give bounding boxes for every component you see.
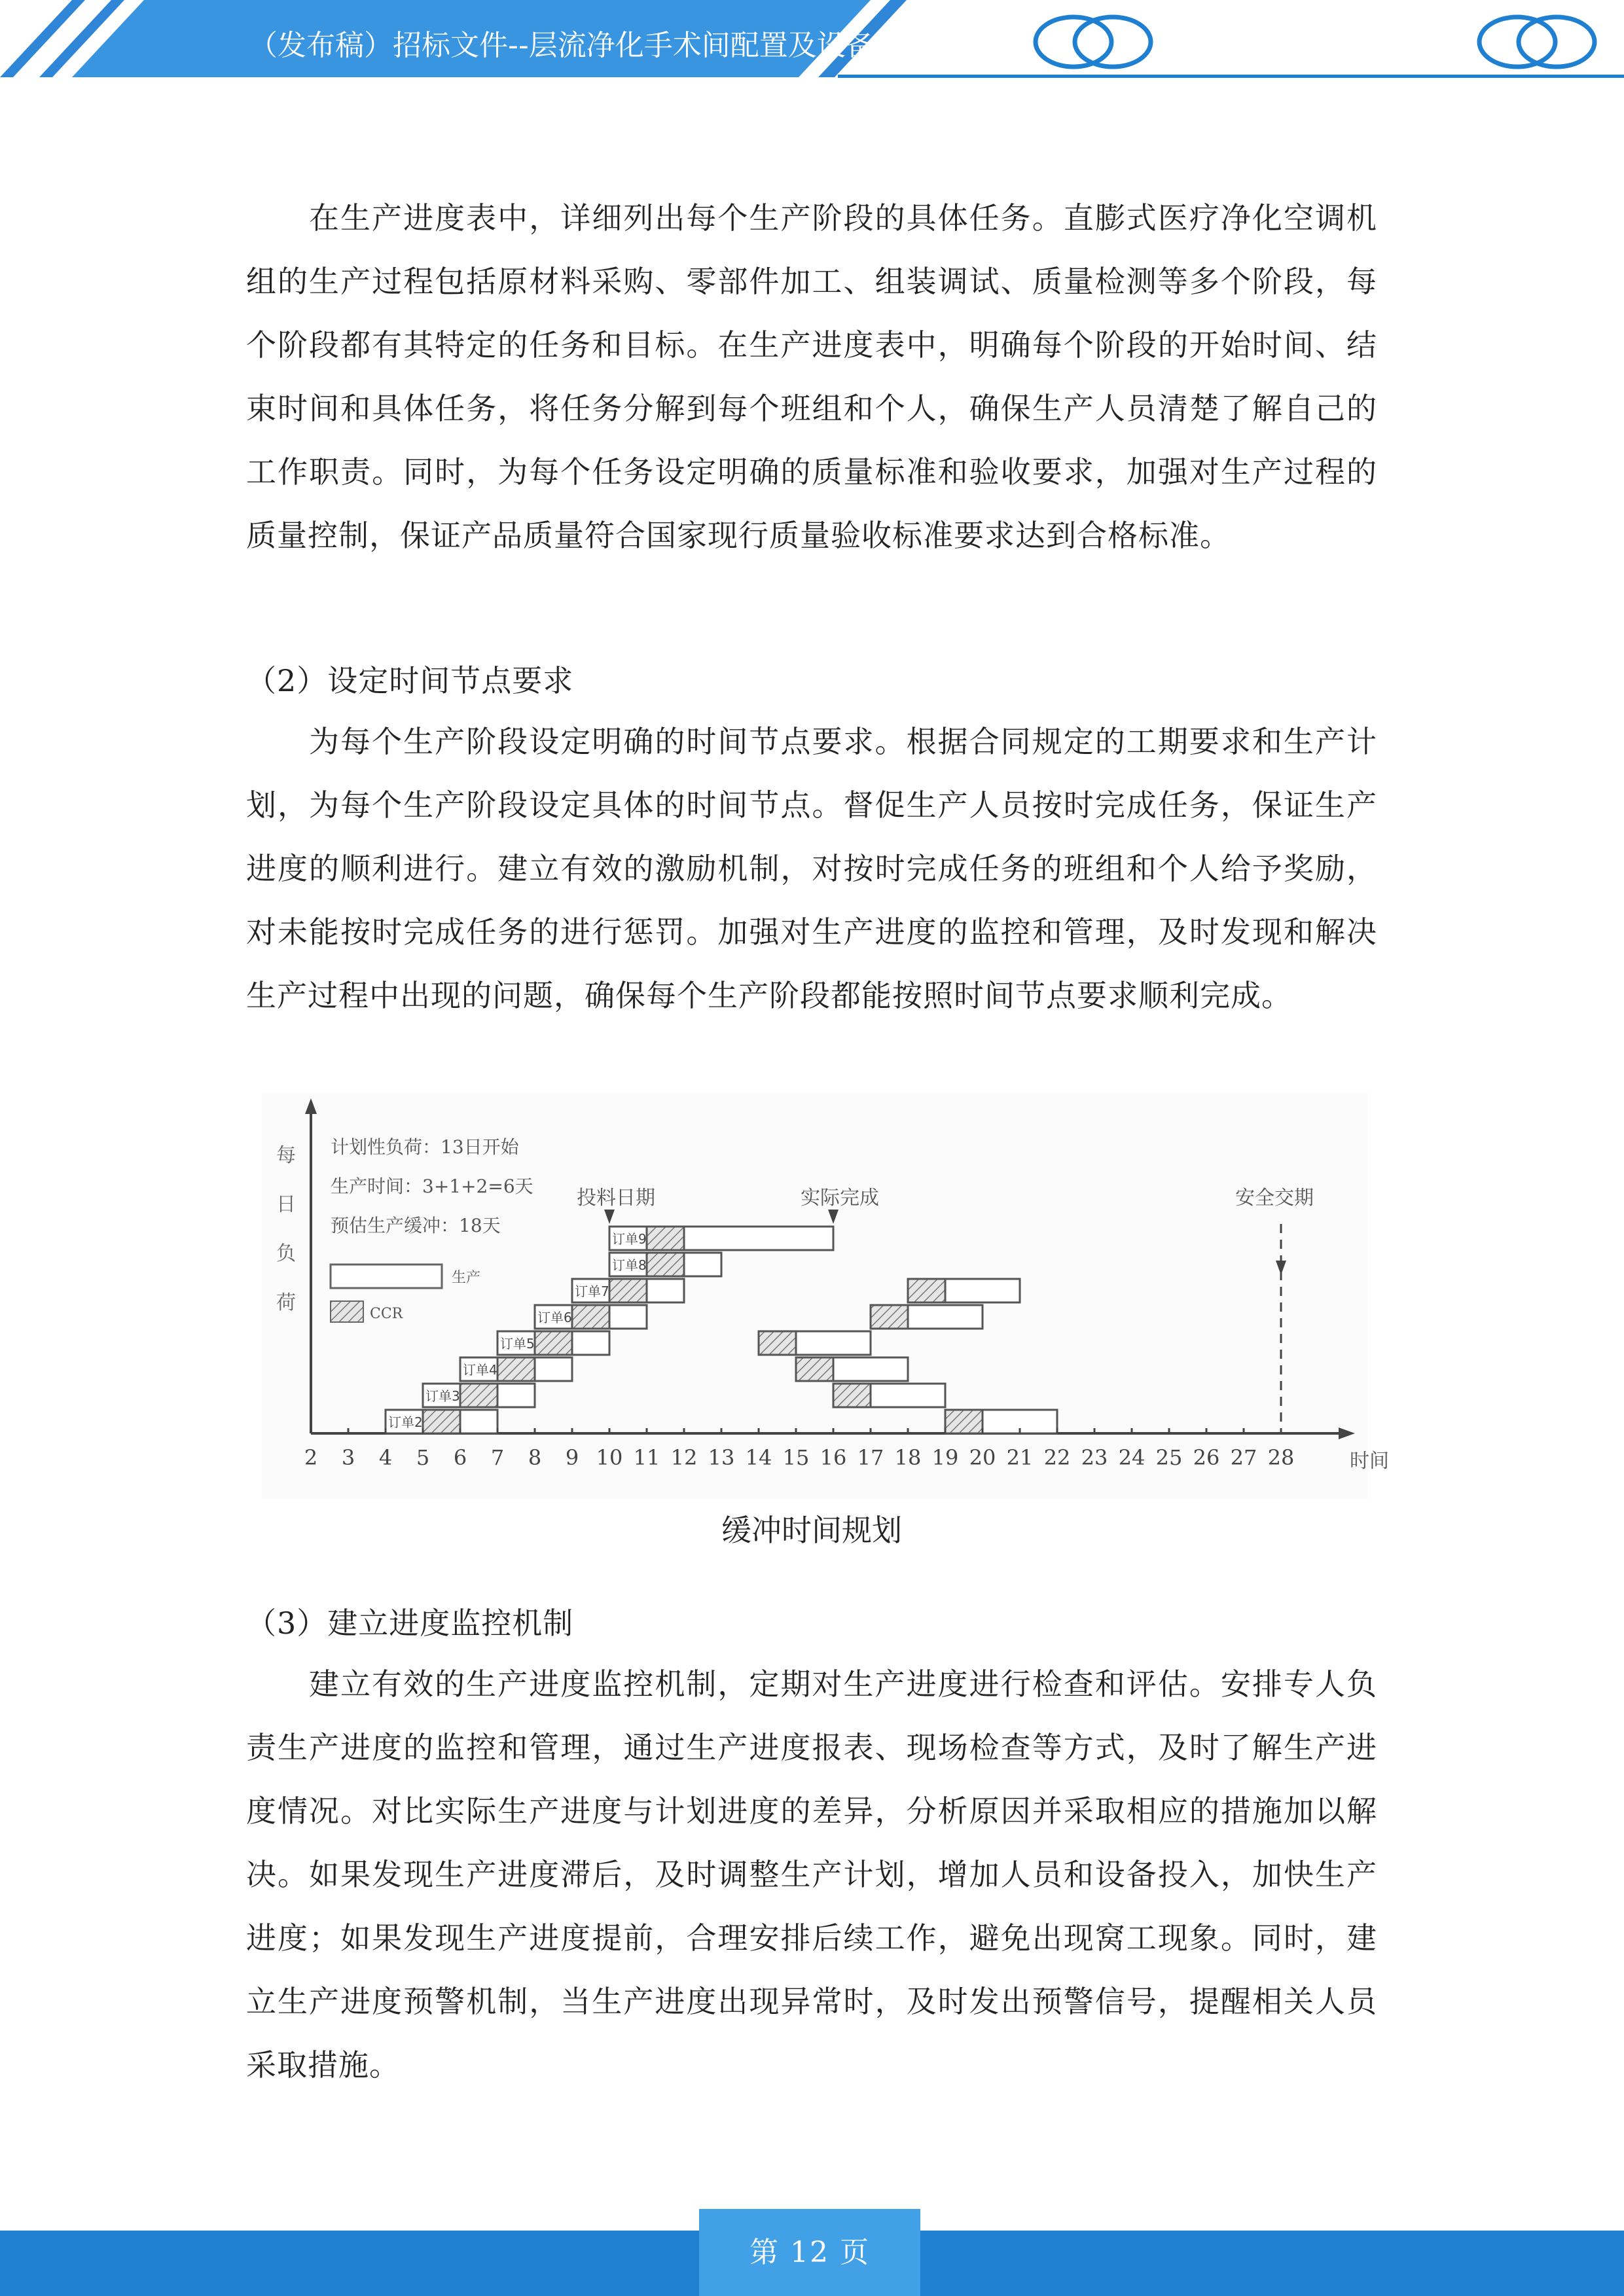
gantt-bar-label: 订单8 <box>612 1257 647 1273</box>
x-tick-label: 26 <box>1193 1445 1220 1470</box>
y-axis-arrow <box>305 1098 317 1114</box>
x-tick-label: 8 <box>528 1445 542 1470</box>
chart-info-line: 预估生产缓冲：18天 <box>331 1215 501 1236</box>
x-tick-label: 9 <box>565 1445 579 1470</box>
chart-legend <box>331 1265 480 1322</box>
section-time-nodes <box>246 651 1377 1028</box>
x-tick-label: 7 <box>490 1445 505 1470</box>
x-tick-label: 5 <box>416 1445 430 1470</box>
header-rule <box>838 75 1624 78</box>
x-tick-label: 15 <box>782 1445 810 1470</box>
heading-progress-monitoring: （3）建立进度监控机制 <box>246 1605 574 1641</box>
x-tick-label: 6 <box>453 1445 467 1470</box>
gantt-bar-ccr <box>833 1384 871 1407</box>
gantt-bar-ccr <box>460 1384 497 1407</box>
header-stripe-1 <box>0 0 85 77</box>
y-axis-label <box>276 1144 296 1314</box>
x-axis-label: 时间 <box>1350 1450 1389 1473</box>
y-axis-label-char: 荷 <box>276 1291 296 1314</box>
x-tick-label: 13 <box>708 1445 735 1470</box>
gantt-bar-ccr <box>535 1331 572 1355</box>
x-tick-label: 4 <box>378 1445 393 1470</box>
chart-info-line: 计划性负荷：13日开始 <box>331 1136 519 1158</box>
x-tick-label: 3 <box>341 1445 355 1470</box>
gantt-bar-label: 订单6 <box>537 1310 572 1325</box>
gantt-bar-label: 订单3 <box>425 1388 460 1404</box>
chart-bars <box>386 1227 1057 1433</box>
x-tick-label: 20 <box>969 1445 996 1470</box>
section-schedule-detail <box>246 187 1377 567</box>
gantt-bar-ccr <box>647 1227 684 1250</box>
logo-rings-left <box>1036 17 1151 67</box>
annotation-label: 安全交期 <box>1235 1187 1314 1210</box>
x-tick-label: 17 <box>857 1445 884 1470</box>
x-tick-label: 11 <box>633 1445 660 1470</box>
gantt-bar-label: 订单7 <box>575 1283 609 1299</box>
gantt-bar-ccr <box>609 1279 647 1302</box>
gantt-bar-ccr <box>871 1305 908 1329</box>
x-tick-label: 21 <box>1006 1445 1034 1470</box>
gantt-bar-ccr <box>796 1357 833 1381</box>
gantt-bar-ccr <box>572 1305 609 1329</box>
gantt-bar-ccr <box>497 1357 535 1381</box>
annotation-arrow <box>1276 1261 1286 1275</box>
x-axis-arrow <box>1339 1427 1355 1439</box>
x-tick-label: 19 <box>931 1445 959 1470</box>
x-tick-label: 12 <box>670 1445 698 1470</box>
gantt-bar-ccr <box>423 1410 460 1433</box>
x-tick-label: 14 <box>745 1445 772 1470</box>
page-number: 第 12 页 <box>699 2209 920 2296</box>
x-tick-label: 22 <box>1043 1445 1071 1470</box>
document-title: （发布稿）招标文件--层流净化手术间配置及设备采购项目 <box>249 29 990 62</box>
x-tick-label: 28 <box>1267 1445 1295 1470</box>
gantt-bar-label: 订单5 <box>500 1336 535 1352</box>
page-header <box>0 0 1624 85</box>
gantt-bar-ccr <box>647 1253 684 1276</box>
annotation-arrow <box>828 1210 839 1224</box>
x-tick-label: 27 <box>1230 1445 1257 1470</box>
gantt-bar-ccr <box>759 1331 796 1355</box>
legend-swatch-ccr <box>331 1301 363 1322</box>
gantt-bar-ccr <box>908 1279 945 1302</box>
buffer-time-chart <box>262 1093 1389 1499</box>
section-progress-monitoring <box>246 1594 1377 2097</box>
legend-swatch-production <box>331 1265 442 1288</box>
chart-caption: 缓冲时间规划 <box>721 1513 902 1548</box>
gantt-bar-label: 订单4 <box>463 1362 497 1378</box>
legend-label-ccr: CCR <box>370 1306 403 1322</box>
x-tick-label: 16 <box>820 1445 847 1470</box>
y-axis-label-char: 每 <box>276 1144 296 1167</box>
gantt-bar-ccr <box>945 1410 983 1433</box>
legend-label-production: 生产 <box>452 1270 481 1286</box>
annotation-label: 投料日期 <box>577 1187 655 1210</box>
logo-rings-right <box>1479 17 1595 67</box>
annotation-label: 实际完成 <box>801 1187 879 1210</box>
paragraph-progress-monitoring: 建立有效的生产进度监控机制，定期对生产进度进行检查和评估。安排专人负责生产进度的监控和管理，通过生产进度报表、现场检查等方式，及时了解生产进度情况。对比实际生产进度与计划进度的差异，分析原因并采取相应的措施加以解决。如果发现生产进度滞后，及时调整生产计划，增加人员和设备投入，加快生产进度；如果发现生产进度提前，合理安排后续工作，避免出现窝工现象。同时，建立生产进度预警机制，当生产进度出现异常时，及时发出预警信号，提醒相关人员采取措施。 <box>246 1666 1377 2083</box>
paragraph-schedule-tasks: 在生产进度表中，详细列出每个生产阶段的具体任务。直膨式医疗净化空调机组的生产过程包括原材料采购、零部件加工、组装调试、质量检测等多个阶段，每个阶段都有其特定的任务和目标。在生产进度表中，明确每个阶段的开始时间、结束时间和具体任务，将任务分解到每个班组和个人，确保生产人员清楚了解自己的工作职责。同时，为每个任务设定明确的质量标准和验收要求，加强对生产过程的质量控制，保证产品质量符合国家现行质量验收标准要求达到合格标准。 <box>246 200 1377 553</box>
chart-info-lines <box>331 1136 533 1236</box>
x-tick-label: 25 <box>1155 1445 1183 1470</box>
x-tick-label: 23 <box>1081 1445 1108 1470</box>
x-tick-label: 24 <box>1118 1445 1146 1470</box>
paragraph-time-nodes: 为每个生产阶段设定明确的时间节点要求。根据合同规定的工期要求和生产计划，为每个生产阶段设定具体的时间节点。督促生产人员按时完成任务，保证生产进度的顺利进行。建立有效的激励机制，对按时完成任务的班组和个人给予奖励，对未能按时完成任务的进行惩罚。加强对生产进度的监控和管理，及时发现和解决生产过程中出现的问题，确保每个生产阶段都能按照时间节点要求顺利完成。 <box>246 724 1377 1013</box>
heading-time-nodes: （2）设定时间节点要求 <box>246 663 574 698</box>
x-tick-label: 18 <box>894 1445 922 1470</box>
x-tick-label: 10 <box>596 1445 623 1470</box>
annotation-arrow <box>604 1210 615 1224</box>
y-axis-label-char: 日 <box>276 1193 296 1216</box>
chart-canvas <box>262 1093 1389 1499</box>
y-axis-label-char: 负 <box>276 1242 296 1265</box>
x-tick-label: 2 <box>304 1445 318 1470</box>
chart-info-line: 生产时间：3+1+2=6天 <box>331 1175 533 1197</box>
gantt-bar-label: 订单2 <box>388 1414 423 1430</box>
gantt-bar-label: 订单9 <box>612 1231 647 1247</box>
